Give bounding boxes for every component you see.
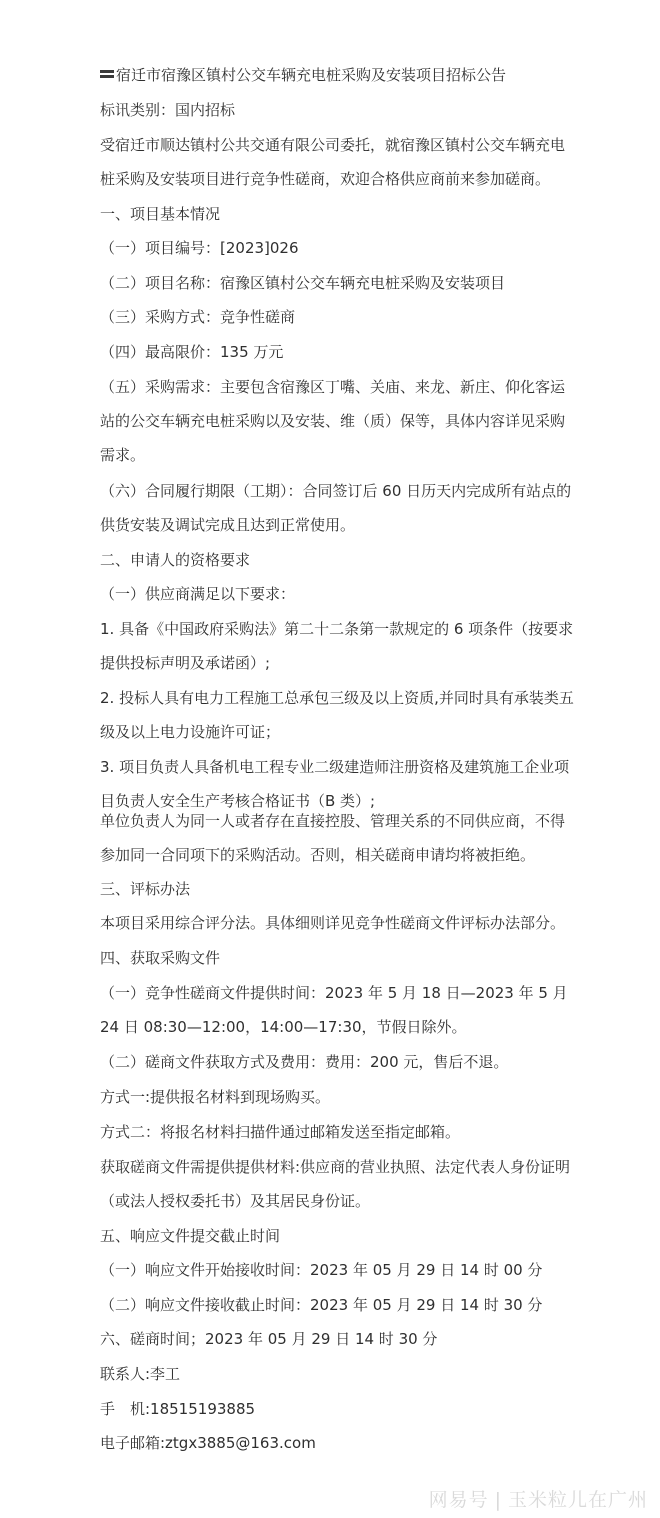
document-title <box>100 58 575 92</box>
section-4-item-5: 获取磋商文件需提供提供材料:供应商的营业执照、法定代表人身份证明（或法人授权委托书）及其居民身份证。 <box>100 1158 571 1210</box>
section-5-item-2: （二）响应文件接收截止时间：2023 年 05 月 29 日 14 时 30 分 <box>100 1296 543 1314</box>
contact-email: 电子邮箱:ztgx3885@163.com <box>100 1434 316 1452</box>
section-2-item-4: 单位负责人为同一人或者存在直接控股、管理关系的不同供应商，不得参加同一合同项下的采购活动。否则，相关磋商申请均将被拒绝。 <box>100 812 566 864</box>
section-4-item-3: 方式一:提供报名材料到现场购买。 <box>100 1088 331 1106</box>
contact-phone: 手 机:18515193885 <box>100 1400 256 1418</box>
category-line: 标讯类别：国内招标 <box>100 101 236 119</box>
source-watermark <box>429 1485 648 1512</box>
section-1-item-3: （三）采购方式：竞争性磋商 <box>100 308 296 326</box>
contact-person: 联系人:李工 <box>100 1365 181 1383</box>
section-2-heading: 二、申请人的资格要求 <box>100 551 251 569</box>
watermark-separator: | <box>494 1489 502 1511</box>
section-1-item-1: （一）项目编号：[2023]026 <box>100 239 299 257</box>
section-3-text: 本项目采用综合评分法。具体细则详见竞争性磋商文件评标办法部分。 <box>100 914 566 932</box>
section-2-item-1: 1. 具备《中国政府采购法》第二十二条第一款规定的 6 项条件（按要求提供投标声明及承诺函）; <box>100 620 574 672</box>
section-1-item-6: （六）合同履行期限（工期）：合同签订后 60 日历天内完成所有站点的供货安装及调试完成且达到正常使用。 <box>100 482 572 534</box>
section-1-heading: 一、项目基本情况 <box>100 205 221 223</box>
watermark-platform: 网易号 <box>428 1489 489 1511</box>
section-6-heading: 六、磋商时间；2023 年 05 月 29 日 14 时 30 分 <box>100 1330 438 1348</box>
section-5-heading: 五、响应文件提交截止时间 <box>100 1227 281 1245</box>
section-4-item-2: （二）磋商文件获取方式及费用：费用：200 元，售后不退。 <box>100 1053 509 1071</box>
section-4-item-1: （一）竞争性磋商文件提供时间：2023 年 5 月 18 日—2023 年 5 月 24 日 08:30—12:00，14:00—17:30，节假日除外。 <box>100 984 568 1036</box>
document-title-text: 宿迁市宿豫区镇村公交车辆充电桩采购及安装项目招标公告 <box>116 66 507 84</box>
section-2-item-2: 2. 投标人具有电力工程施工总承包三级及以上资质,并同时具有承装类五级及以上电力设施许可证； <box>100 689 574 741</box>
section-1-item-2: （二）项目名称：宿豫区镇村公交车辆充电桩采购及安装项目 <box>100 274 506 292</box>
section-1-item-5: （五）采购需求：主要包含宿豫区丁嘴、关庙、来龙、新庄、仰化客运站的公交车辆充电桩采购以及安装、维（质）保等，具体内容详见采购需求。 <box>100 378 566 464</box>
section-1-item-4: （四）最高限价：135 万元 <box>100 343 284 361</box>
section-2-subheading: （一）供应商满足以下要求： <box>100 585 296 603</box>
title-mark-icon <box>100 70 114 78</box>
watermark-author: 玉米粒儿在广州 <box>507 1489 648 1511</box>
section-3-heading: 三、评标办法 <box>100 880 191 898</box>
section-4-heading: 四、获取采购文件 <box>100 949 221 967</box>
section-5-item-1: （一）响应文件开始接收时间：2023 年 05 月 29 日 14 时 00 分 <box>100 1261 543 1279</box>
intro-paragraph: 受宿迁市顺达镇村公共交通有限公司委托，就宿豫区镇村公交车辆充电桩采购及安装项目进行竞争性磋商，欢迎合格供应商前来参加磋商。 <box>100 136 566 188</box>
section-2-item-3: 3. 项目负责人具备机电工程专业二级建造师注册资格及建筑施工企业项目负责人安全生产考核合格证书（B 类）; <box>100 758 570 810</box>
section-4-item-4: 方式二：将报名材料扫描件通过邮箱发送至指定邮箱。 <box>100 1123 461 1141</box>
